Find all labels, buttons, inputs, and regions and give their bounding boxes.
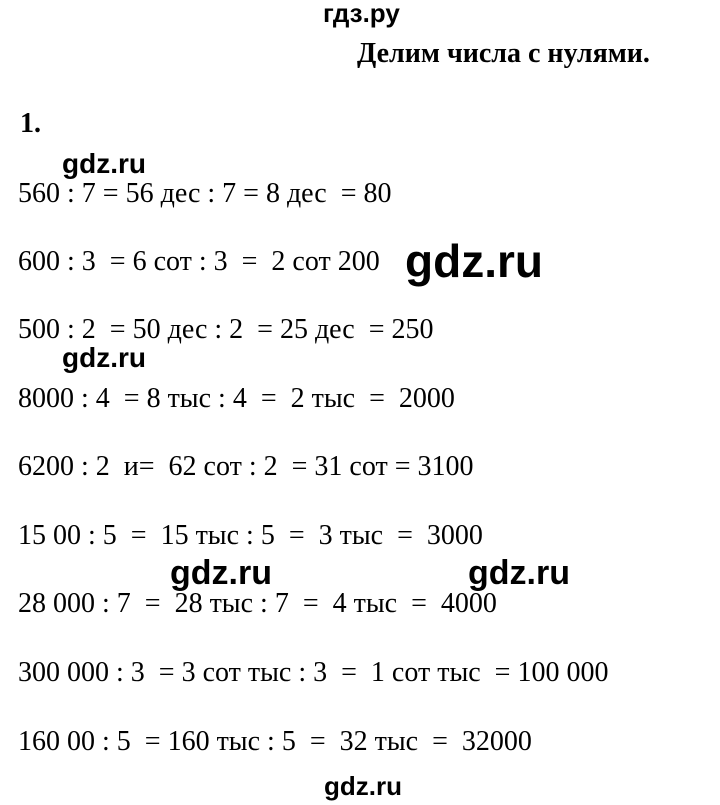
equation-line-1: 560 : 7 = 56 дес : 7 = 8 дес = 80 (18, 178, 392, 209)
watermark: gdz.ru (468, 554, 570, 592)
equation-line-8: 300 000 : 3 = 3 сот тыс : 3 = 1 сот тыс = 100 000 (18, 657, 609, 688)
watermark-bottom: gdz.ru (324, 771, 402, 801)
equation-line-6: 15 00 : 5 = 15 тыс : 5 = 3 тыс = 3000 (18, 520, 483, 551)
task-number: 1. (20, 108, 41, 139)
equation-line-5: 6200 : 2 и= 62 сот : 2 = 31 сот = 3100 (18, 451, 474, 482)
watermark-large: gdz.ru (405, 235, 543, 287)
equation-line-4: 8000 : 4 = 8 тыс : 4 = 2 тыс = 2000 (18, 383, 455, 414)
equation-line-7: 28 000 : 7 = 28 тыс : 7 = 4 тыс = 4000 (18, 588, 497, 619)
watermark: gdz.ru (170, 554, 272, 592)
watermark: gdz.ru (62, 342, 146, 373)
watermark-top: гдз.ру (323, 0, 400, 28)
equation-line-2: 600 : 3 = 6 сот : 3 = 2 сот 200 (18, 246, 380, 277)
watermark: gdz.ru (62, 148, 146, 179)
page-title: Делим числа с нулями. (357, 38, 650, 69)
equation-line-3: 500 : 2 = 50 дес : 2 = 25 дес = 250 (18, 314, 434, 345)
equation-line-9: 160 00 : 5 = 160 тыс : 5 = 32 тыс = 32000 (18, 726, 532, 757)
